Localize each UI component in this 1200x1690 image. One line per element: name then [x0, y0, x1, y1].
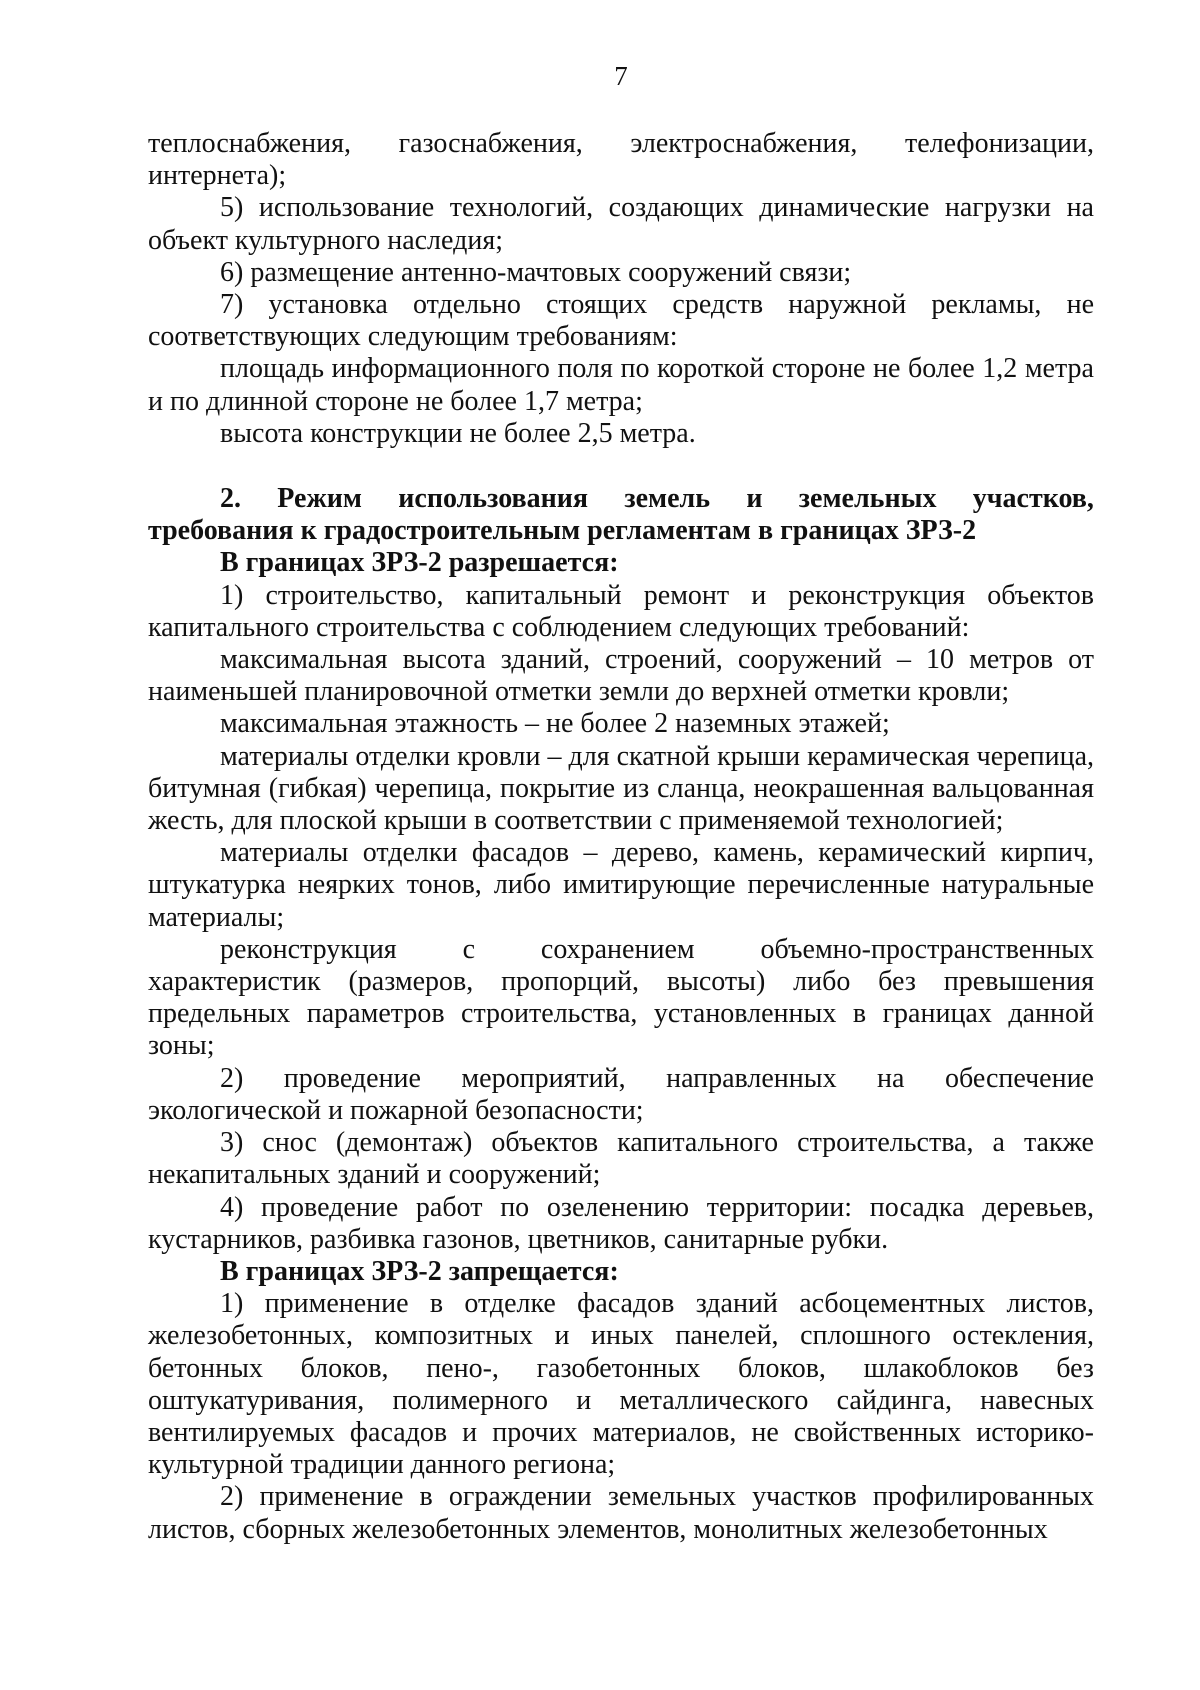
paragraph-item-7: 7) установка отдельно стоящих средств наружной рекламы, не соответствующих следующим требованиям:: [148, 289, 1094, 353]
heading-word: земельных: [798, 483, 937, 515]
allowed-item-3: 3) снос (демонтаж) объектов капитального строительства, а также некапитальных зданий и сооружений;: [148, 1127, 1094, 1191]
document-page: [148, 60, 1094, 1546]
heading-word: 2.: [220, 483, 241, 515]
section-spacer: [148, 450, 1094, 483]
allowed-item-4: 4) проведение работ по озеленению территории: посадка деревьев, кустарников, разбивка газонов, цветников, санитарные рубки.: [148, 1191, 1094, 1255]
heading-word: использования: [398, 483, 589, 515]
paragraph-utilities: теплоснабжения, газоснабжения, электроснабжения, телефонизации, интернета);: [148, 128, 1094, 192]
allowed-max-height: максимальная высота зданий, строений, сооружений – 10 метров от наименьшей планировочной отметки земли до верхней отметки кровли;: [148, 644, 1094, 708]
allowed-title: В границах ЗРЗ-2 разрешается:: [220, 547, 619, 579]
forbidden-title: В границах ЗРЗ-2 запрещается:: [220, 1255, 619, 1287]
paragraph-item-5: 5) использование технологий, создающих динамические нагрузки на объект культурного наследия;: [148, 192, 1094, 256]
allowed-roof-materials: материалы отделки кровли – для скатной крыши керамическая черепица, битумная (гибкая) черепица, покрытие из сланца, неокрашенная вальцованная жесть, для плоской крыши в соответствии с применяемой технологией;: [148, 740, 1094, 837]
paragraph-ad-area: площадь информационного поля по короткой стороне не более 1,2 метра и по длинной стороне не более 1,7 метра;: [148, 353, 1094, 417]
allowed-facade-materials: материалы отделки фасадов – дерево, камень, керамический кирпич, штукатурка неярких тонов, либо имитирующие перечисленные натуральные материалы;: [148, 837, 1094, 933]
paragraph-ad-height: высота конструкции не более 2,5 метра.: [220, 417, 696, 449]
section-heading-line-1: [148, 483, 1094, 515]
paragraph-item-6: 6) размещение антенно-мачтовых сооружений связи;: [220, 256, 852, 288]
allowed-reconstruction: реконструкция с сохранением объемно-пространственных характеристик (размеров, пропорций, высоты) либо без превышения предельных параметров строительства, установленных в границах данной зоны;: [148, 933, 1094, 1062]
allowed-item-1: 1) строительство, капитальный ремонт и реконструкция объектов капитального строительства с соблюдением следующих требований:: [148, 579, 1094, 643]
forbidden-item-2: 2) применение в ограждении земельных участков профилированных листов, сборных железобетонных элементов, монолитных железобетонных: [148, 1481, 1094, 1545]
forbidden-item-1: 1) применение в отделке фасадов зданий асбоцементных листов, железобетонных, композитных и иных панелей, сплошного остекления, бетонных блоков, пено-, газобетонных блоков, шлакоблоков без оштукатуривания, полимерного и металлического сайдинга, навесных вентилируемых фасадов и прочих материалов, не свойственных историко-культурной традиции данного региона;: [148, 1288, 1094, 1481]
allowed-item-2: 2) проведение мероприятий, направленных на обеспечение экологической и пожарной безопасности;: [148, 1062, 1094, 1126]
heading-word: Режим: [277, 483, 362, 515]
allowed-max-floors: максимальная этажность – не более 2 наземных этажей;: [220, 708, 890, 740]
page-number: 7: [614, 61, 628, 91]
heading-word: и: [746, 483, 763, 515]
section-heading-line-2: требования к градостроительным регламентам в границах ЗРЗ-2: [148, 515, 977, 547]
heading-word: участков,: [972, 483, 1094, 515]
heading-word: земель: [624, 483, 711, 515]
